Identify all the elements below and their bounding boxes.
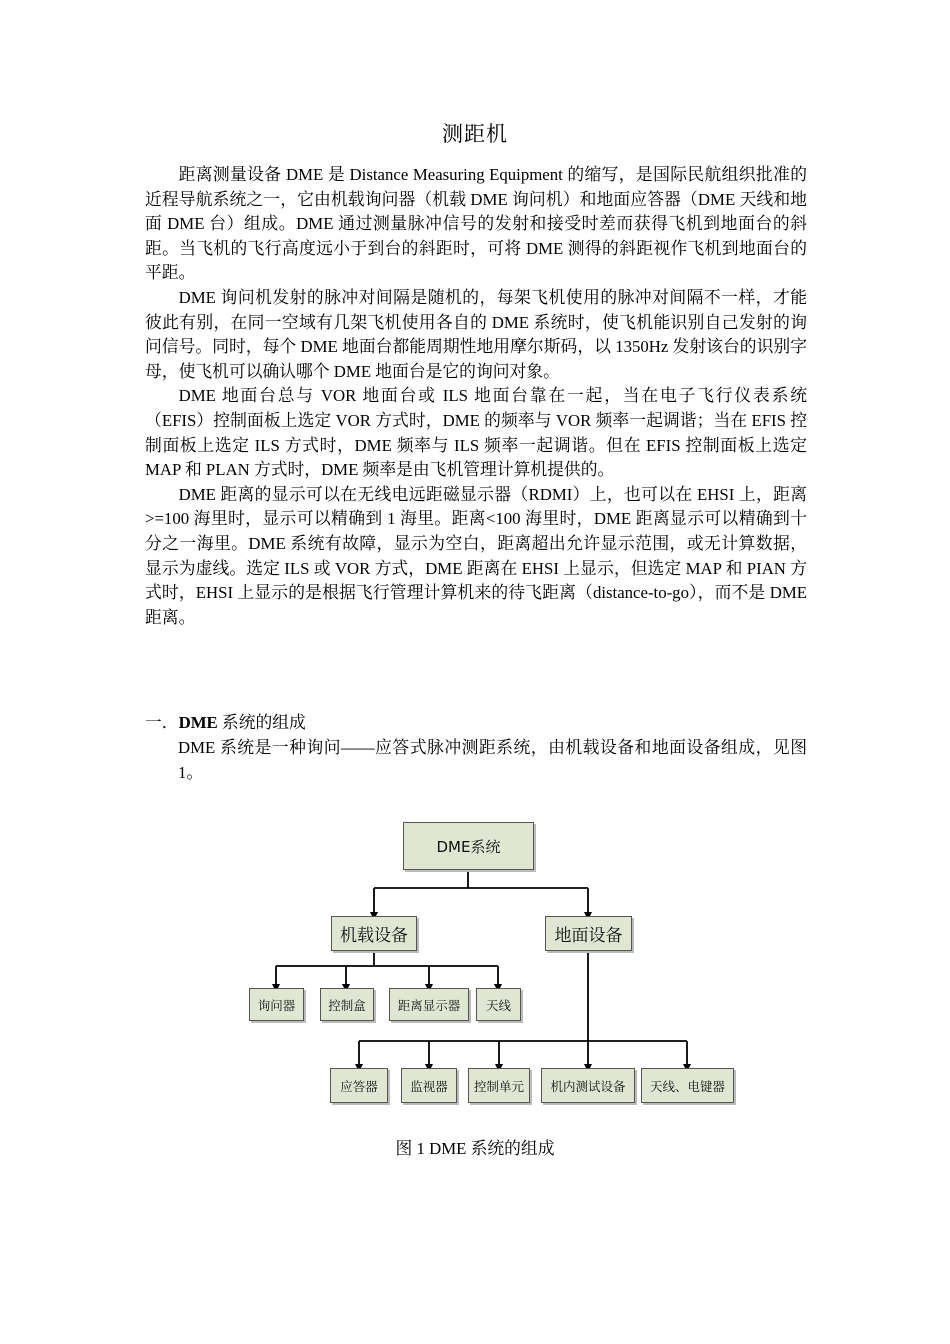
section-body: DME 系统是一种询问——应答式脉冲测距系统，由机载设备和地面设备组成，见图 1。 xyxy=(178,738,807,782)
node-control-unit: 控制单元 xyxy=(468,1068,530,1103)
node-antenna: 天线 xyxy=(476,988,521,1021)
paragraph-2: DME 询问机发射的脉冲对间隔是随机的，每架飞机使用的脉冲对间隔不一样，才能彼此有别，在同一空域有几架飞机使用各自的 DME 系统时，使飞机能识别自己发射的询问信号。同时，每个 DME 地面台都能周期性地用摩尔斯码，以 1350Hz 发射该台的识别字母，使飞机可以确认哪个 DME 地面台是它的询问对象。 xyxy=(145,287,807,381)
node-control-box: 控制盒 xyxy=(320,988,374,1021)
node-ground-equipment: 地面设备 xyxy=(545,916,632,951)
figure-caption: 图 1 DME 系统的组成 xyxy=(395,1139,555,1158)
node-airborne-equipment: 机载设备 xyxy=(331,916,417,951)
node-antenna-keyer: 天线、电键器 xyxy=(641,1068,734,1103)
paragraph-3: DME 地面台总与 VOR 地面台或 ILS 地面台靠在一起，当在电子飞行仪表系统（EFIS）控制面板上选定 VOR 方式时，DME 的频率与 VOR 频率一起调谐；当在 EFIS 控制面板上选定 ILS 方式时，DME 频率与 ILS 频率一起调谐。但在 EFIS 控制面板上选定 MAP 和 PLAN 方式时，DME 频率是由飞机管理计算机提供的。 xyxy=(145,386,807,480)
node-range-display: 距离显示器 xyxy=(389,988,469,1021)
node-dme-system: DME系统 xyxy=(403,822,534,870)
node-interrogator: 询问器 xyxy=(249,988,304,1021)
paragraph-4: DME 距离的显示可以在无线电远距磁显示器（RDMI）上，也可以在 EHSI 上，距离>=100 海里时，显示可以精确到 1 海里。距离<100 海里时，DME 距离显示可以精确到十分之一海里。DME 系统有故障，显示为空白，距离超出允许显示范围，或无计算数据，显示为虚线。选定 ILS 或 VOR 方式，DME 距离在 EHSI 上显示，但选定 MAP 和 PIAN 方式时，EHSI 上显示的是根据飞行管理计算机来的待飞距离（distance-to-go），而不是 DME 距离。 xyxy=(145,484,807,627)
paragraph-1: 距离测量设备 DME 是 Distance Measuring Equipment 的缩写，是国际民航组织批准的近程导航系统之一，它由机载询问器（机载 DME 询问机）和地面应答器（DME 天线和地面 DME 台）组成。DME 通过测量脉冲信号的发射和接受时差而获得飞机到地面台的斜距。当飞机的飞行高度远小于到台的斜距时，可将 DME 测得的斜距视作飞机到地面台的平距。 xyxy=(145,165,807,283)
section-number: 一． xyxy=(145,713,179,732)
node-transponder: 应答器 xyxy=(330,1068,388,1103)
node-built-in-test-equipment: 机内测试设备 xyxy=(541,1068,635,1103)
node-monitor: 监视器 xyxy=(401,1068,457,1103)
section-heading-text: 系统的组成 xyxy=(217,713,306,732)
document-title: 测距机 xyxy=(442,122,508,146)
section-heading-bold: DME xyxy=(178,713,218,732)
